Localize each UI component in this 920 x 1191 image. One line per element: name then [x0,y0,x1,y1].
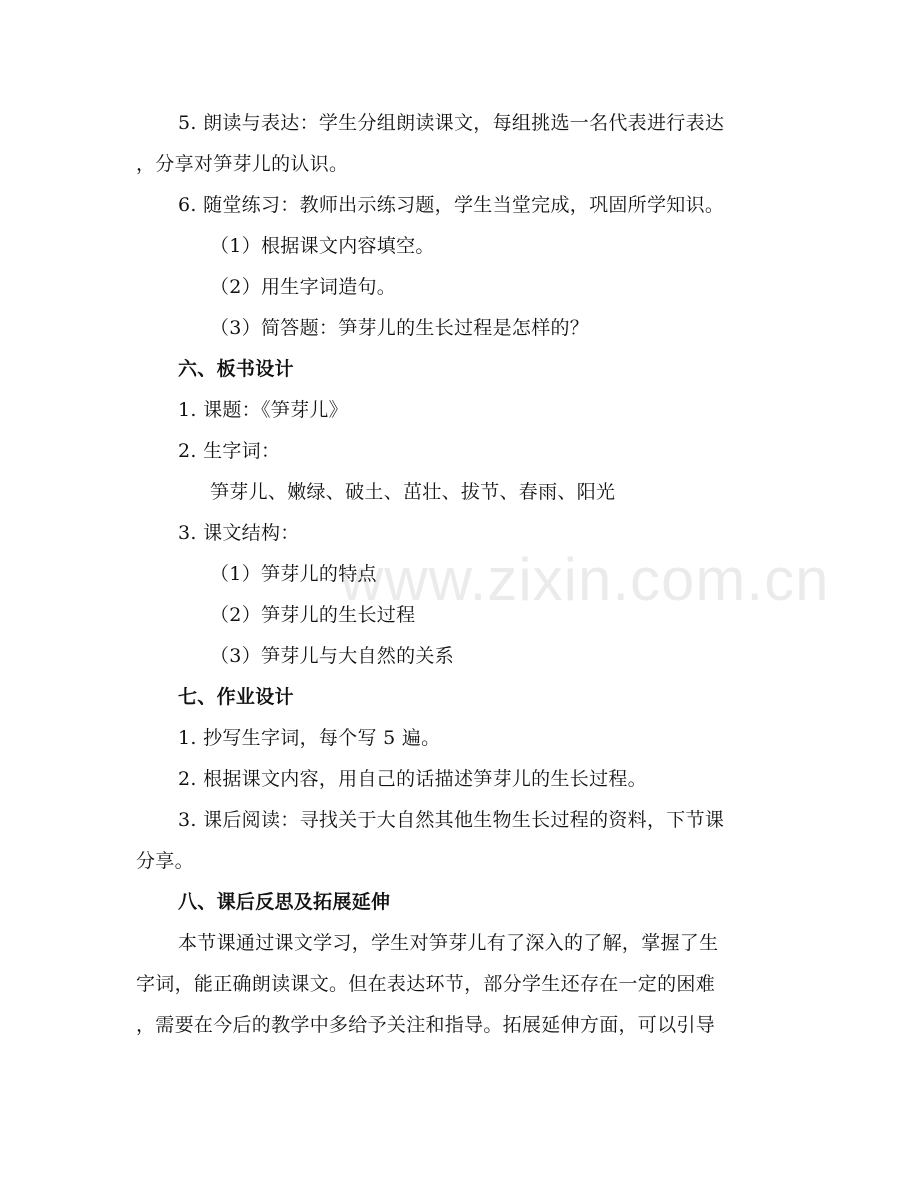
step-6-line: 6. 随堂练习：教师出示练习题，学生当堂完成，巩固所学知识。 [178,194,725,216]
exercise-item-3: （3）简答题：笋芽儿的生长过程是怎样的？ [210,317,590,339]
section-heading-reflection: 八、课后反思及拓展延伸 [178,891,391,913]
reflection-line-1: 本节课通过课文学习，学生对笋芽儿有了深入的了解，掌握了生 [178,932,719,954]
step-5-line-1: 5. 朗读与表达：学生分组朗读课文，每组挑选一名代表进行表达 [178,112,725,134]
structure-item-1: （1）笋芽儿的特点 [210,563,377,585]
step-5-line-2: ，分享对笋芽儿的认识。 [136,153,349,175]
section-heading-board-design: 六、板书设计 [178,358,294,380]
structure-item-2: （2）笋芽儿的生长过程 [210,604,416,626]
homework-item-3-line-2: 分享。 [136,850,194,872]
board-item-2: 2. 生字词： [178,440,281,462]
homework-item-1: 1. 抄写生字词，每个写 5 遍。 [178,727,441,749]
board-item-3: 3. 课文结构： [178,522,300,544]
watermark: www.zixin.com.cn [340,546,830,613]
structure-item-3: （3）笋芽儿与大自然的关系 [210,645,454,667]
section-heading-homework: 七、作业设计 [178,686,294,708]
exercise-item-1: （1）根据课文内容填空。 [210,235,435,257]
homework-item-3-line-1: 3. 课后阅读：寻找关于大自然其他生物生长过程的资料，下节课 [178,809,725,831]
reflection-line-2: 字词，能正确朗读课文。但在表达环节，部分学生还存在一定的困难 [136,973,716,995]
reflection-line-3: ，需要在今后的教学中多给予关注和指导。拓展延伸方面，可以引导 [136,1014,716,1036]
board-item-1: 1. 课题：《笋芽儿》 [178,399,348,421]
vocabulary-list: 笋芽儿、嫩绿、破土、茁壮、拔节、春雨、阳光 [210,481,616,503]
exercise-item-2: （2）用生字词造句。 [210,276,397,298]
homework-item-2: 2. 根据课文内容，用自己的话描述笋芽儿的生长过程。 [178,768,647,790]
